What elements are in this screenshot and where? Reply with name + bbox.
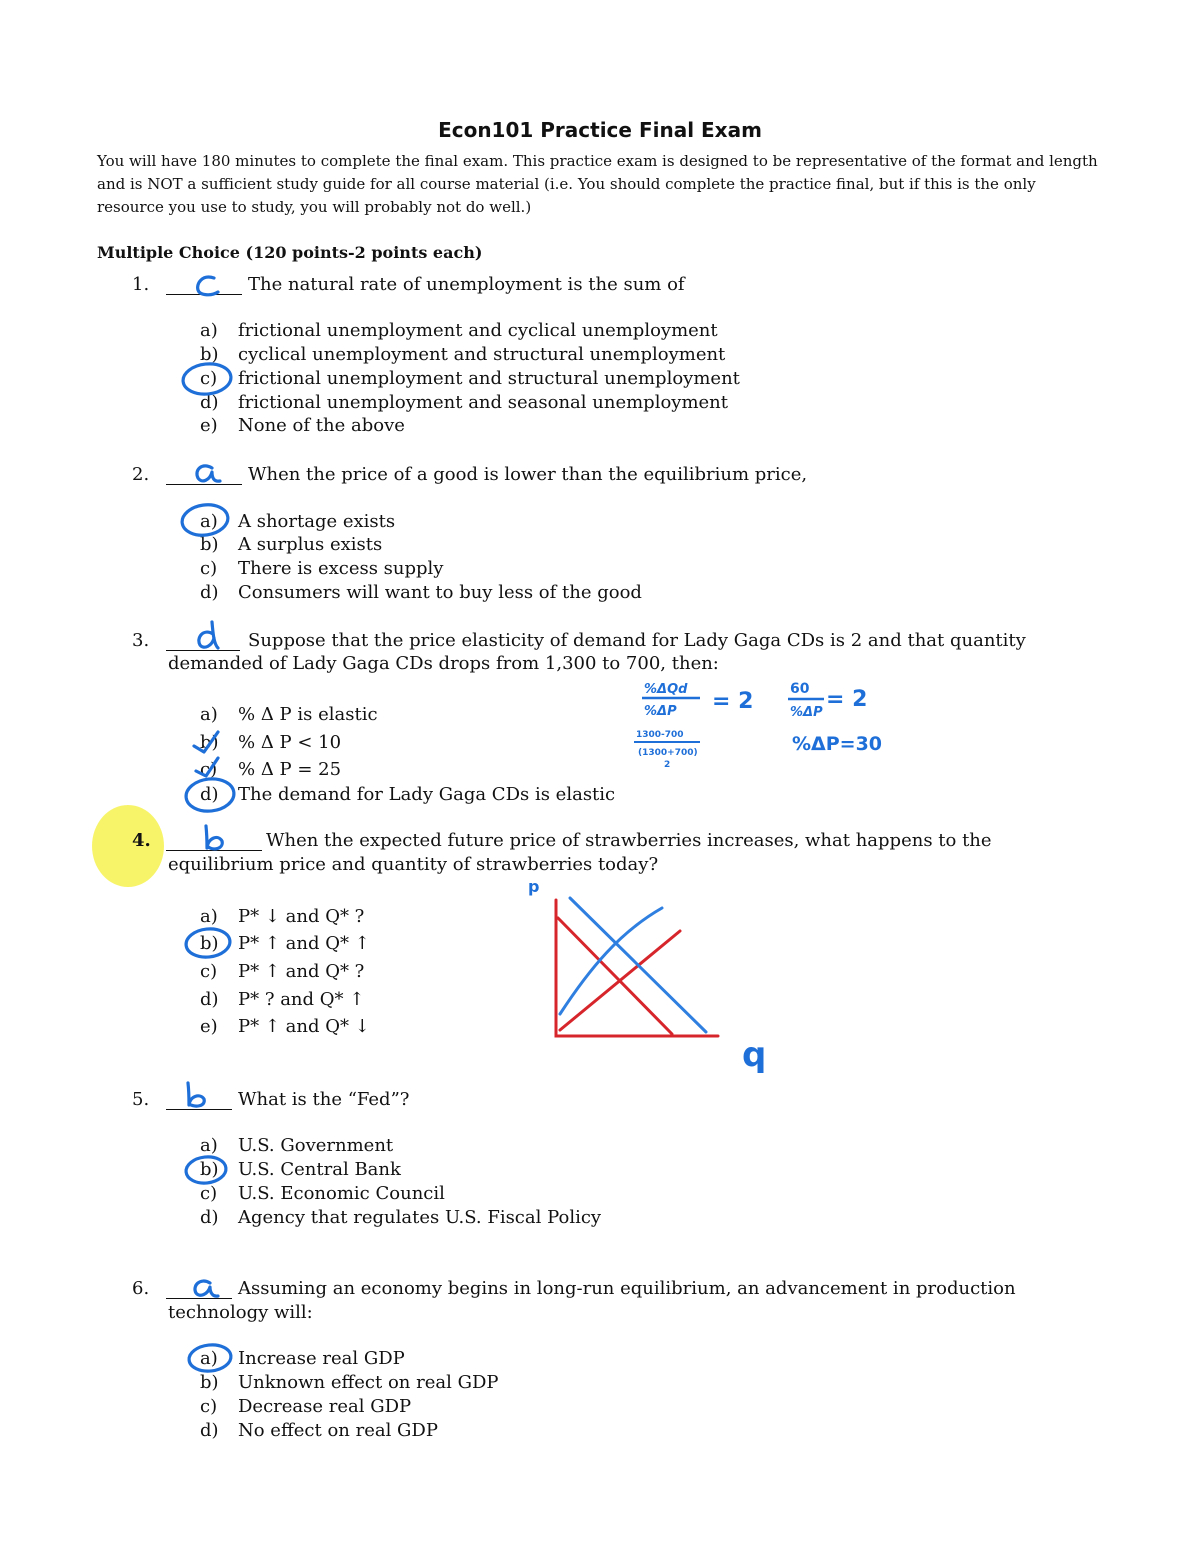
option-label: a) <box>200 906 218 927</box>
question-number: 5. <box>132 1089 150 1110</box>
option-label: b) <box>200 534 219 555</box>
graph-y-label: p <box>528 877 540 896</box>
answer-blank[interactable] <box>166 630 240 651</box>
answer-blank[interactable] <box>166 830 262 851</box>
question-text-continued: equilibrium price and quantity of strawberries today? <box>168 854 659 875</box>
option-label: c) <box>200 1396 218 1417</box>
option-label: a) <box>200 320 218 341</box>
section-heading: Multiple Choice (120 points-2 points each) <box>97 243 483 262</box>
option-text: P* ? and Q* ↑ <box>238 989 365 1010</box>
question-text: Assuming an economy begins in long-run equilibrium, an advancement in production <box>238 1278 1016 1299</box>
answer-blank[interactable] <box>166 464 242 485</box>
option-text: None of the above <box>238 415 405 436</box>
calc-frac-mid: (1300+700) <box>638 748 698 758</box>
option-text: The demand for Lady Gaga CDs is elastic <box>238 784 616 805</box>
option-text: No effect on real GDP <box>238 1420 438 1441</box>
page-title: Econ101 Practice Final Exam <box>438 118 762 142</box>
option-text: U.S. Economic Council <box>238 1183 445 1204</box>
answer-blank[interactable] <box>166 1089 232 1110</box>
option-label: d) <box>200 1207 219 1228</box>
calc-frac-bot: 2 <box>664 760 671 770</box>
option-text: U.S. Central Bank <box>238 1159 401 1180</box>
question-number: 4. <box>132 830 151 851</box>
supply-demand-graph <box>556 898 718 1036</box>
option-text: cyclical unemployment and structural unemployment <box>238 344 726 365</box>
option-label: d) <box>200 1420 219 1441</box>
calc-eq1-rhs: = 2 <box>712 689 754 714</box>
question-number: 6. <box>132 1278 150 1299</box>
calc-result: %ΔP=30 <box>792 733 883 755</box>
option-label: b) <box>200 933 219 954</box>
calc-eq2-top: 60 <box>790 681 810 697</box>
question-text-continued: technology will: <box>168 1302 313 1323</box>
question-number: 3. <box>132 630 150 651</box>
option-label: e) <box>200 1016 218 1037</box>
graph-axes <box>556 900 718 1036</box>
option-text: % Δ P = 25 <box>238 759 342 780</box>
option-label: a) <box>200 511 218 532</box>
option-label: c) <box>200 1183 218 1204</box>
supply-curve-original <box>560 931 680 1030</box>
option-label: e) <box>200 415 218 436</box>
answer-blank[interactable] <box>166 274 242 295</box>
question-text-continued: demanded of Lady Gaga CDs drops from 1,300 to 700, then: <box>168 653 719 674</box>
option-text: P* ↓ and Q* ? <box>238 906 365 927</box>
option-text: P* ↑ and Q* ↑ <box>238 933 370 954</box>
option-text: frictional unemployment and cyclical unemployment <box>238 320 718 341</box>
calc-eq1-top: %ΔQd <box>644 682 688 697</box>
calc-eq2-rhs: = 2 <box>826 687 868 712</box>
option-text: Unknown effect on real GDP <box>238 1372 499 1393</box>
demand-curve-original <box>558 918 672 1034</box>
option-text: A shortage exists <box>238 511 396 532</box>
answer-blank[interactable] <box>166 1278 232 1299</box>
margin-calculations <box>634 681 882 770</box>
calc-eq1-bottom: %ΔP <box>644 704 677 719</box>
option-label: d) <box>200 784 219 805</box>
calc-frac-top: 1300-700 <box>636 730 684 740</box>
option-label: c) <box>200 558 218 579</box>
option-text: Agency that regulates U.S. Fiscal Policy <box>238 1207 602 1228</box>
option-label: c) <box>200 961 218 982</box>
question-text: What is the “Fed”? <box>238 1089 410 1110</box>
graph-x-label: q <box>742 1035 767 1075</box>
option-text: Increase real GDP <box>238 1348 405 1369</box>
option-text: frictional unemployment and structural unemployment <box>238 368 740 389</box>
calc-eq2-bottom: %ΔP <box>790 705 823 720</box>
question-text: When the price of a good is lower than the equilibrium price, <box>248 464 808 485</box>
supply-curve-shifted <box>560 908 662 1014</box>
option-label: a) <box>200 1348 218 1369</box>
option-text: U.S. Government <box>238 1135 394 1156</box>
option-label: d) <box>200 392 219 413</box>
option-label: a) <box>200 704 218 725</box>
option-text: There is excess supply <box>238 558 444 579</box>
demand-curve-shifted <box>570 898 706 1032</box>
question-number: 1. <box>132 274 150 295</box>
intro-paragraph: You will have 180 minutes to complete the final exam. This practice exam is designed to be representative of the format and length and is NOT a sufficient study guide for all course material (i.e. You should complete the practice final, but if this is the only resource you use to study, you will probably not do well.) <box>97 152 1098 216</box>
option-text: Decrease real GDP <box>238 1396 412 1417</box>
option-label: b) <box>200 732 219 753</box>
option-label: d) <box>200 989 219 1010</box>
option-label: b) <box>200 1159 219 1180</box>
option-text: % Δ P < 10 <box>238 732 342 753</box>
question-text: When the expected future price of strawberries increases, what happens to the <box>266 830 992 851</box>
option-text: Consumers will want to buy less of the good <box>238 582 642 603</box>
option-text: P* ↑ and Q* ? <box>238 961 365 982</box>
option-text: frictional unemployment and seasonal unemployment <box>238 392 728 413</box>
option-label: d) <box>200 582 219 603</box>
option-text: A surplus exists <box>238 534 383 555</box>
option-label: c) <box>200 759 218 780</box>
option-label: b) <box>200 1372 219 1393</box>
option-label: a) <box>200 1135 218 1156</box>
question-text: Suppose that the price elasticity of demand for Lady Gaga CDs is 2 and that quantity <box>248 630 1026 651</box>
question-number: 2. <box>132 464 150 485</box>
option-text: P* ↑ and Q* ↓ <box>238 1016 370 1037</box>
option-text: % Δ P is elastic <box>238 704 378 725</box>
option-label: c) <box>200 368 218 389</box>
question-text: The natural rate of unemployment is the sum of <box>248 274 685 295</box>
option-label: b) <box>200 344 219 365</box>
